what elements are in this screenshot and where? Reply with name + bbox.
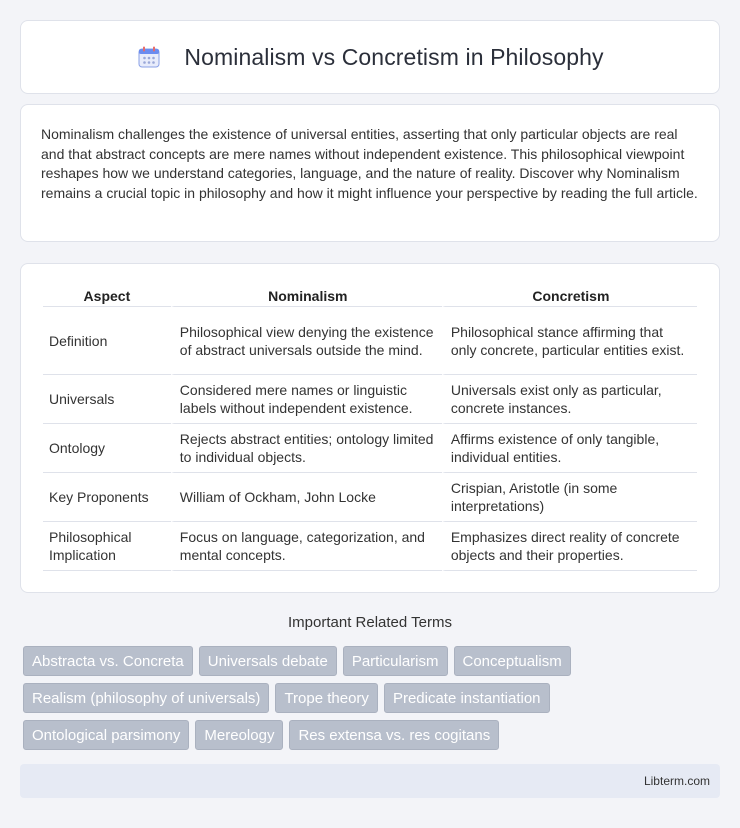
intro-text: Nominalism challenges the existence of universal entities, asserting that only particular objects are real and that abstract concepts are mere names without independent existence. This philosophical viewpoint reshapes how we understand categories, language, and the nature of reality. Discover why Nominalism remains a crucial topic in philosophy and how it might influence your perspective by reading the full article.: [41, 126, 698, 201]
table-header-row: [43, 285, 697, 307]
row-aspect: Ontology: [43, 424, 171, 473]
header-nominalism: Nominalism: [171, 285, 442, 307]
row-aspect: Definition: [43, 307, 171, 375]
page-title: Nominalism vs Concretism in Philosophy: [184, 43, 604, 70]
header-concretism: Concretism: [442, 285, 697, 307]
table-row: [43, 375, 697, 424]
comparison-table: [43, 285, 697, 571]
calendar-icon: [136, 44, 162, 70]
row-nominalism: Philosophical view denying the existence of abstract universals outside the mind.: [171, 307, 442, 375]
row-aspect: Universals: [43, 375, 171, 424]
table-row: [43, 307, 697, 375]
row-concretism: Affirms existence of only tangible, individual entities.: [442, 424, 697, 473]
row-aspect: Key Proponents: [43, 473, 171, 522]
table-row: [43, 424, 697, 473]
intro-card: [20, 104, 720, 242]
header-card: [20, 20, 720, 94]
row-aspect: Philosophical Implication: [43, 522, 171, 571]
row-concretism: Emphasizes direct reality of concrete objects and their properties.: [442, 522, 697, 571]
footer: [20, 764, 720, 798]
row-concretism: Philosophical stance affirming that only concrete, particular entities exist.: [442, 307, 697, 375]
related-term-tag[interactable]: Res extensa vs. res cogitans: [289, 720, 499, 750]
related-term-tag[interactable]: Abstracta vs. Concreta: [23, 646, 193, 676]
related-term-tag[interactable]: Realism (philosophy of universals): [23, 683, 269, 713]
related-term-tag[interactable]: Trope theory: [275, 683, 378, 713]
related-term-tag[interactable]: Mereology: [195, 720, 283, 750]
row-nominalism: Considered mere names or linguistic labels without independent existence.: [171, 375, 442, 424]
related-term-tag[interactable]: Particularism: [343, 646, 448, 676]
row-nominalism: Focus on language, categorization, and mental concepts.: [171, 522, 442, 571]
related-term-tag[interactable]: Predicate instantiation: [384, 683, 550, 713]
row-concretism: Crispian, Aristotle (in some interpretations): [442, 473, 697, 522]
table-row: [43, 522, 697, 571]
header-aspect: Aspect: [43, 285, 171, 307]
related-term-tag[interactable]: Ontological parsimony: [23, 720, 189, 750]
row-concretism: Universals exist only as particular, concrete instances.: [442, 375, 697, 424]
table-row: [43, 473, 697, 522]
row-nominalism: Rejects abstract entities; ontology limited to individual objects.: [171, 424, 442, 473]
related-terms-list: [23, 646, 723, 757]
comparison-table-card: [20, 263, 720, 593]
related-terms-title: Important Related Terms: [288, 614, 452, 631]
related-term-tag[interactable]: Universals debate: [199, 646, 337, 676]
related-term-tag[interactable]: Conceptualism: [454, 646, 571, 676]
row-nominalism: William of Ockham, John Locke: [171, 473, 442, 522]
footer-brand[interactable]: Libterm.com: [643, 774, 710, 788]
